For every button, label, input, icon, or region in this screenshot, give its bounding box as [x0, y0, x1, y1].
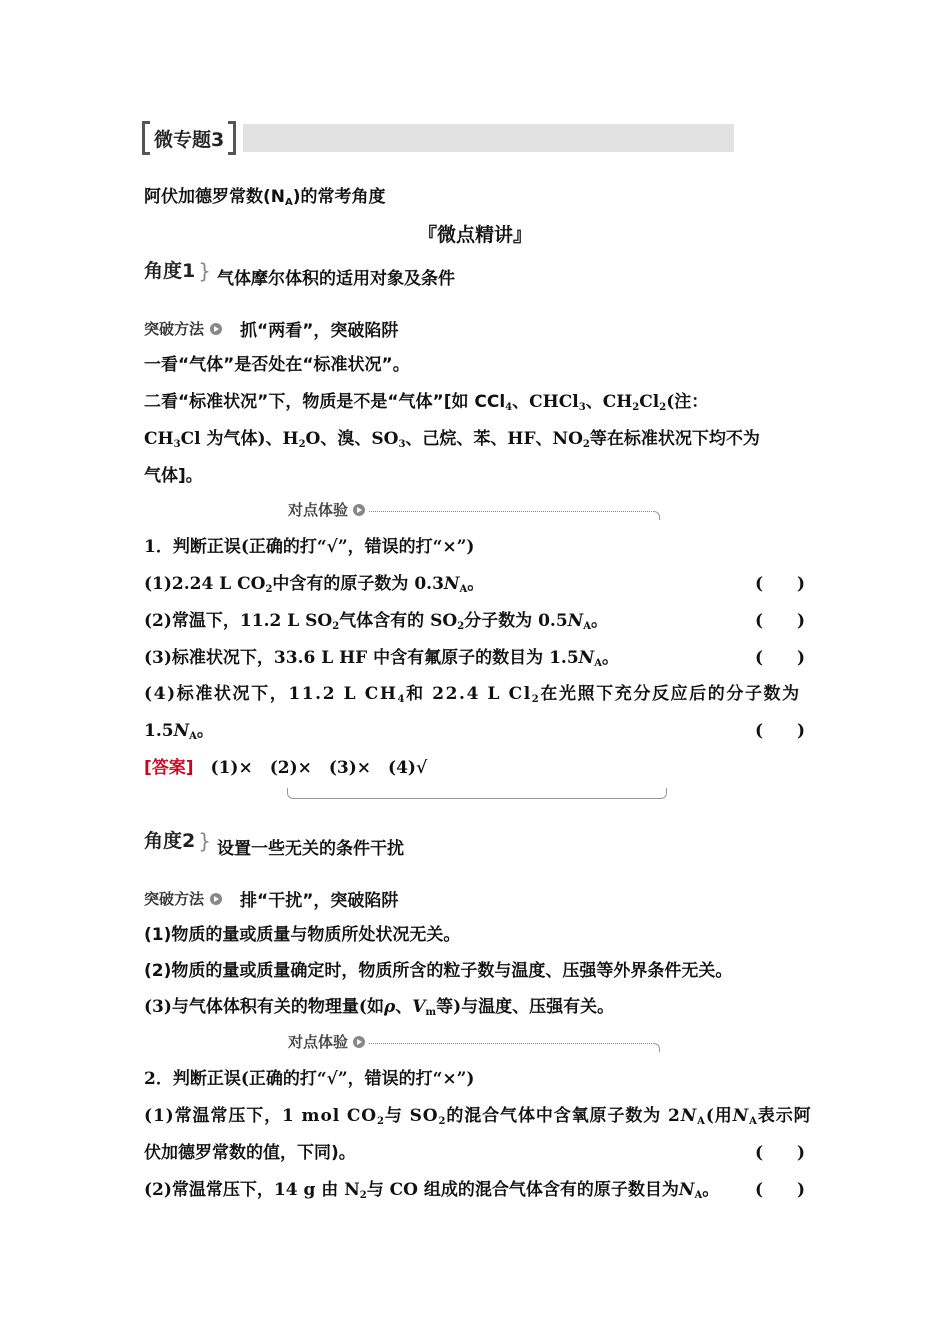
dotted-divider [369, 1043, 654, 1044]
angle2-practice-heading: 对点体验 [288, 1031, 654, 1052]
angle1-q3: (3)标准状况下，33.6 L HF 中含有氟原子的数目为 $1.5N_A$。 [144, 648, 619, 669]
angle1-heading: 角度1 } 气体摩尔体积的适用对象及条件 [144, 259, 455, 289]
dotted-divider [369, 511, 654, 512]
angle1-answer: [答案] (1)× (2)× (3)× (4)√ [144, 758, 428, 778]
angle2-heading: 角度2 } 设置一些无关的条件干扰 [144, 829, 404, 859]
section-title: 『微点精讲』 [417, 224, 532, 246]
topic-title: 阿伏加德罗常数$(N_A)$的常考角度 [144, 187, 386, 208]
answer-blank: ( ) [755, 721, 806, 741]
angle1-q2: (2)常温下，11.2 L $SO_2$气体含有的 $SO_2$分子数为 $0.5N_A$。 [144, 611, 608, 632]
play-icon [210, 893, 222, 905]
angle1-q1: (1)2.24 L $CO_2$中含有的原子数为 $0.3N_A$。 [144, 574, 485, 595]
brace-icon: } [198, 259, 211, 283]
bracket-right [228, 121, 236, 155]
angle1-practice-heading: 对点体验 [288, 499, 654, 520]
bracket-left [142, 121, 150, 155]
play-icon [353, 1036, 365, 1048]
angle2-p1: (1)物质的量或质量与物质所处状况无关。 [144, 925, 461, 945]
angle1-p3: $CH_3Cl$ 为气体)、$H_2O$、溴、$SO_3$、己烷、苯、HF、$NO_2$等在标准状况下均不为 [144, 429, 760, 450]
micro-topic-banner [142, 122, 236, 154]
angle1-q4-cont: $1.5N_A$。 [144, 721, 214, 742]
answer-label: [答案] [144, 758, 194, 778]
brace-icon: } [198, 829, 211, 853]
play-icon [210, 323, 222, 335]
angle1-method-heading: 突破方法 抓“两看”，突破陷阱 [144, 320, 399, 341]
angle2-q1-cont: 伏加德罗常数的值，下同)。 [144, 1143, 356, 1163]
answer-blank: ( ) [755, 1180, 806, 1200]
angle2-q1: (1)常温常压下，1 mol $CO_2$与 $SO_2$的混合气体中含氧原子数为 $2N_A$(用$N_A$表示阿 [144, 1106, 812, 1127]
angle1-p4: 气体]。 [144, 466, 203, 486]
answer-blank: ( ) [755, 611, 806, 631]
answer-blank: ( ) [755, 648, 806, 668]
banner-label: 微专题3 [154, 128, 225, 151]
angle2-q2: (2)常温常压下，14 g 由 $N_2$与 CO 组成的混合气体含有的原子数目为$N_A$。 [144, 1180, 720, 1201]
angle2-p3: (3)与气体体积有关的物理量(如ρ、$V_m$等)与温度、压强有关。 [144, 997, 615, 1018]
play-icon [353, 504, 365, 516]
angle2-p2: (2)物质的量或质量确定时，物质所含的粒子数与温度、压强等外界条件无关。 [144, 961, 733, 981]
angle1-p2: 二看“标准状况”下，物质是不是“气体”[如 CCl$_4$、CHCl$_3$、$CH_2Cl_2$(注： [144, 392, 709, 413]
angle2-method-heading: 突破方法 排“干扰”，突破陷阱 [144, 890, 399, 911]
angle1-q4: (4)标准状况下，11.2 L $CH_4$和 22.4 L $Cl_2$在光照下充分反应后的分子数为 [144, 684, 801, 705]
angle2-question-head: 2．判断正误(正确的打“√”，错误的打“×”) [144, 1069, 475, 1089]
angle1-p1: 一看“气体”是否处在“标准状况”。 [144, 355, 410, 375]
answer-blank: ( ) [755, 574, 806, 594]
practice-bottom-brace [287, 788, 667, 799]
angle1-question-head: 1．判断正误(正确的打“√”，错误的打“×”) [144, 537, 475, 557]
answer-blank: ( ) [755, 1143, 806, 1163]
banner-bar [243, 124, 734, 152]
